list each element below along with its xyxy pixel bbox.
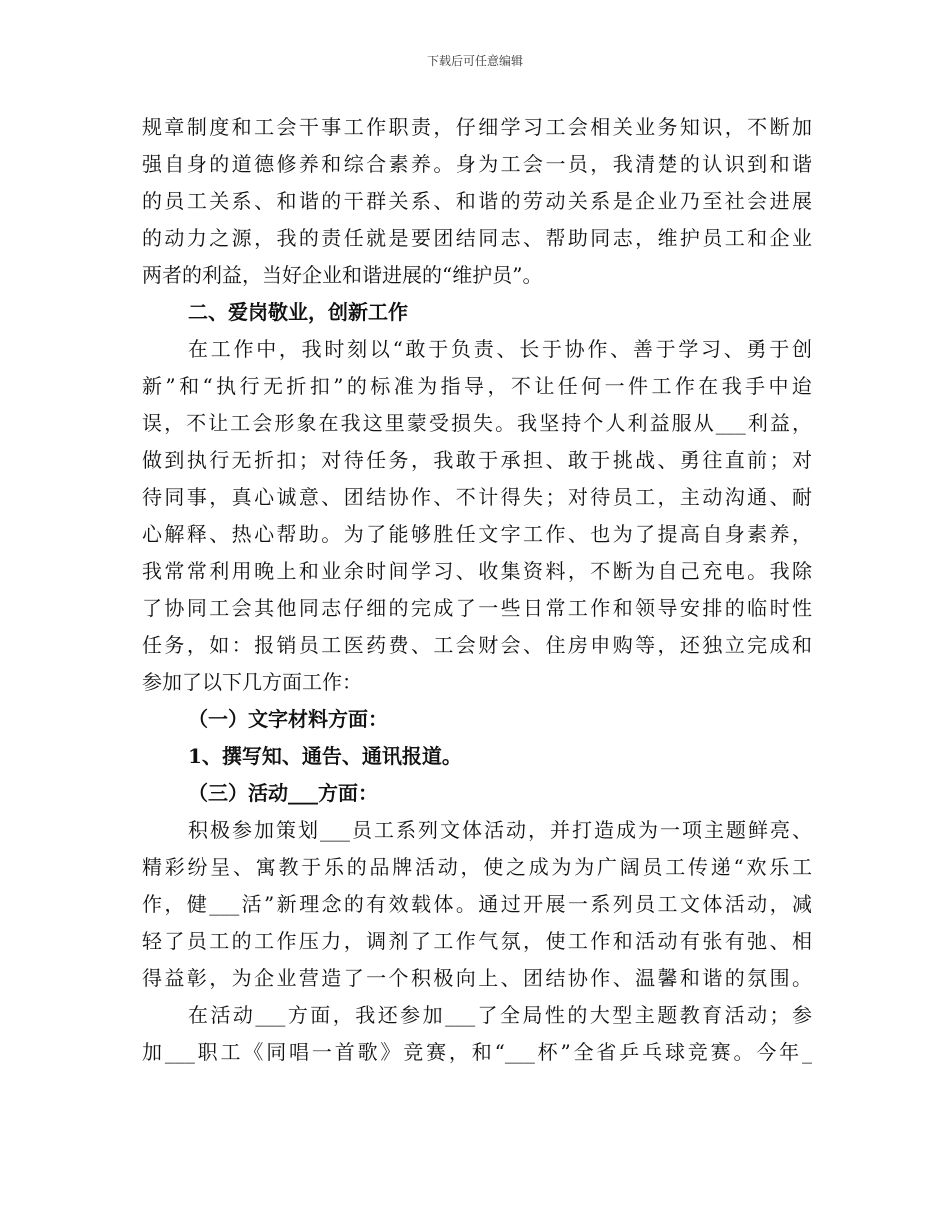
paragraph-line: 参加了以下几方面工作： <box>142 670 362 694</box>
paragraph-line: 待同事，真心诚意、团结协作、不计得失；对待员工，主动沟通、耐 <box>142 485 812 509</box>
paragraph-line: 误，不让工会形象在我这里蒙受损失。我坚持个人利益服从___利益， <box>142 411 812 435</box>
paragraph-line: 做到执行无折扣；对待任务，我敢于承担、敢于挑战、勇往直前；对 <box>142 448 812 472</box>
subsection-heading: （一）文字材料方面： <box>188 707 388 731</box>
list-item: 1、撰写知、通告、通讯报道。 <box>188 744 462 768</box>
paragraph-line: 积极参加策划___员工系列文体活动，并打造成为一项主题鲜亮、 <box>188 818 812 842</box>
paragraph-line: 强自身的道德修养和综合素养。身为工会一员，我清楚的认识到和谐 <box>142 152 812 176</box>
paragraph-line: 精彩纷呈、寓教于乐的品牌活动，使之成为为广阔员工传递“欢乐工 <box>142 855 812 879</box>
document-body <box>142 109 812 1071</box>
paragraph-line: 我常常利用晚上和业余时间学习、收集资料，不断为自己充电。我除 <box>142 559 812 583</box>
paragraph-line: 了协同工会其他同志仔细的完成了一些日常工作和领导安排的临时性 <box>142 596 812 620</box>
paragraph-line: 规章制度和工会干事工作职责，仔细学习工会相关业务知识，不断加 <box>142 115 812 139</box>
paragraph-line: 加___职工《同唱一首歌》竞赛，和“___杯”全省乒乓球竞赛。今年_ <box>142 1040 812 1064</box>
section-heading: 二、爱岗敬业，创新工作 <box>188 300 408 324</box>
paragraph-line: 在活动___方面，我还参加___了全局性的大型主题教育活动；参 <box>188 1003 812 1027</box>
paragraph-line: 任务，如：报销员工医药费、工会财会、住房申购等，还独立完成和 <box>142 633 812 657</box>
paragraph-line: 轻了员工的工作压力，调剂了工作气氛，使工作和活动有张有弛、相 <box>142 929 812 953</box>
paragraph-line: 在工作中，我时刻以“敢于负责、长于协作、善于学习、勇于创 <box>188 337 812 361</box>
paragraph-line: 的员工关系、和谐的干群关系、和谐的劳动关系是企业乃至社会进展 <box>142 189 812 213</box>
paragraph-line: 作，健___活”新理念的有效载体。通过开展一系列员工文体活动，减 <box>142 892 812 916</box>
paragraph-line: 心解释、热心帮助。为了能够胜任文字工作、也为了提高自身素养， <box>142 522 812 546</box>
page-header: 下载后可任意编辑 <box>426 54 523 68</box>
subsection-heading: （三）活动___方面： <box>188 781 378 805</box>
paragraph-line: 新”和“执行无折扣”的标准为指导，不让任何一件工作在我手中迨 <box>142 374 812 398</box>
paragraph-line: 两者的利益，当好企业和谐进展的“维护员”。 <box>142 263 543 287</box>
paragraph-line: 得益彰，为企业营造了一个积极向上、团结协作、温馨和谐的氛围。 <box>142 966 812 990</box>
paragraph-line: 的动力之源，我的责任就是要团结同志、帮助同志，维护员工和企业 <box>142 226 812 250</box>
